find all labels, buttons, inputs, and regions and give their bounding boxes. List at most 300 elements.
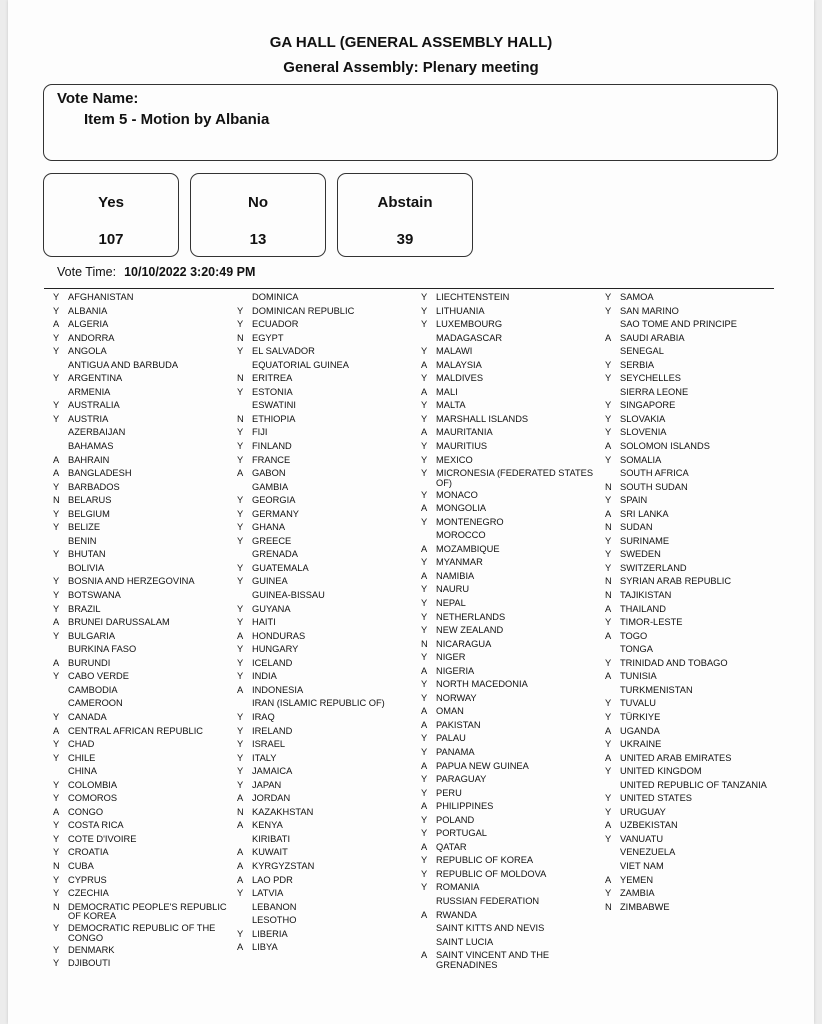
vote-code: N [53,860,60,871]
country-name: CROATIA [68,847,109,858]
vote-code: Y [605,413,612,424]
country-name: COMOROS [68,793,118,804]
country-name: GREECE [252,535,292,546]
country-name: LITHUANIA [436,305,485,316]
country-row [421,545,607,559]
country-name: MOZAMBIQUE [436,543,500,554]
country-name: HONDURAS [252,630,306,641]
country-name: MONACO [436,489,478,500]
country-row [421,504,607,518]
country-name: RUSSIAN FEDERATION [436,896,540,907]
vote-code: Y [53,779,60,790]
country-row [237,456,423,470]
vote-time-value: 10/10/2022 3:20:49 PM [124,265,256,279]
country-row [53,699,239,713]
country-name: IRELAND [252,725,293,736]
country-name: SAINT LUCIA [436,936,494,947]
country-name: BOSNIA AND HERZEGOVINA [68,576,195,587]
country-name: VANUATU [620,833,664,844]
vote-code: Y [237,495,244,506]
country-row [421,320,607,334]
country-row [53,564,239,578]
vote-code: Y [237,508,244,519]
country-row [53,469,239,483]
vote-code: A [237,847,244,858]
no-label: No [248,194,268,211]
country-row [53,713,239,727]
country-row [237,916,423,930]
country-row [605,388,791,402]
country-name: JAPAN [252,779,282,790]
vote-code: Y [605,711,612,722]
country-row [421,442,607,456]
vote-code: Y [421,855,428,866]
country-row [53,320,239,334]
country-row [237,835,423,849]
country-row [605,469,791,483]
country-name: ESTONIA [252,386,293,397]
country-row [237,713,423,727]
vote-code: A [237,468,244,479]
vote-code: A [605,752,612,763]
country-name: PERU [436,787,462,798]
vote-code: A [237,860,244,871]
vote-code: Y [237,671,244,682]
vote-code: A [605,874,612,885]
country-row [605,334,791,348]
country-name: TRINIDAD AND TOBAGO [620,657,728,668]
vote-code: A [53,468,60,479]
vote-code: Y [53,603,60,614]
country-row [605,320,791,334]
country-name: JAMAICA [252,766,293,777]
country-row [237,428,423,442]
vote-code: Y [53,793,60,804]
country-row [237,591,423,605]
vote-code: N [605,576,612,587]
country-name: CUBA [68,860,94,871]
country-name: TONGA [620,644,653,655]
country-name: SAMOA [620,292,654,302]
country-name: MAURITIUS [436,441,488,452]
vote-code: Y [53,630,60,641]
country-name: JORDAN [252,793,291,804]
country-row [605,659,791,673]
country-row [605,550,791,564]
country-name: UNITED REPUBLIC OF TANZANIA [620,779,767,790]
vote-code: Y [605,535,612,546]
country-name: PAKISTAN [436,719,481,730]
country-name: CENTRAL AFRICAN REPUBLIC [68,725,204,736]
country-name: CHAD [68,739,95,750]
country-name: RWANDA [436,909,477,920]
country-row [421,734,607,748]
vote-code: Y [53,508,60,519]
vote-code: N [605,590,612,601]
vote-code: Y [53,305,60,316]
vote-code: A [421,386,428,397]
country-row [53,889,239,903]
country-name: TUVALU [620,698,656,709]
vote-code: A [605,508,612,519]
vote-code: A [53,319,60,330]
country-row [605,293,791,307]
vote-code: Y [605,888,612,899]
vote-code: Y [53,549,60,560]
country-row [421,518,607,532]
country-row [237,388,423,402]
vote-code: N [605,481,612,492]
vote-code: Y [421,652,428,663]
country-name: ARMENIA [68,386,111,397]
vote-code: N [53,901,60,912]
vote-code: Y [53,944,60,955]
country-column-3 [421,293,607,973]
country-row [605,794,791,808]
country-row [53,821,239,835]
country-row [421,707,607,721]
country-row [237,848,423,862]
vote-code: Y [421,692,428,703]
country-name: CYPRUS [68,874,107,885]
vote-code: Y [237,644,244,655]
country-name: SPAIN [620,495,648,506]
country-name: DEMOCRATIC REPUBLIC OF THE CONGO [68,923,216,943]
country-name: BELARUS [68,495,112,506]
country-row [421,531,607,545]
country-column-2 [237,293,423,957]
country-name: CHINA [68,766,97,777]
country-name: NORTH MACEDONIA [436,679,528,690]
country-row [237,659,423,673]
country-row [421,680,607,694]
vote-code: N [237,806,244,817]
country-name: ERITREA [252,373,293,384]
country-row [605,307,791,321]
country-name: BANGLADESH [68,468,132,479]
country-name: EQUATORIAL GUINEA [252,359,349,370]
vote-code: Y [421,733,428,744]
country-name: MALAYSIA [436,359,482,370]
country-name: MONGOLIA [436,503,487,514]
country-row [53,781,239,795]
abstain-tally-box [337,173,473,257]
vote-code: A [421,760,428,771]
country-name: MALTA [436,400,466,411]
country-row [237,496,423,510]
country-row [421,938,607,952]
country-name: REPUBLIC OF MOLDOVA [436,868,547,879]
vote-code: A [237,684,244,695]
vote-code: Y [421,679,428,690]
country-name: TIMOR-LESTE [620,617,683,628]
country-row [421,721,607,735]
vote-code: Y [421,557,428,568]
vote-code: Y [237,454,244,465]
vote-code: Y [605,617,612,628]
vote-code: Y [605,739,612,750]
country-row [237,727,423,741]
vote-code: Y [421,774,428,785]
vote-name-value: Item 5 - Motion by Albania [84,111,270,128]
yes-tally-box [43,173,179,257]
country-row [421,388,607,402]
divider [44,288,774,289]
country-name: MARSHALL ISLANDS [436,413,529,424]
vote-code: Y [421,868,428,879]
country-name: KIRIBATI [252,833,291,844]
meeting-title: General Assembly: Plenary meeting [283,59,539,76]
vote-code: Y [421,292,428,302]
country-row [421,361,607,375]
country-name: LIBERIA [252,928,288,939]
country-row [421,802,607,816]
country-name: AUSTRALIA [68,400,120,411]
country-row [421,293,607,307]
country-row [53,374,239,388]
vote-code: Y [237,725,244,736]
country-row [53,483,239,497]
country-row [421,572,607,586]
vote-code: Y [605,454,612,465]
vote-code: Y [421,814,428,825]
country-name: DENMARK [68,944,115,955]
country-name: KAZAKHSTAN [252,806,314,817]
country-row [53,442,239,456]
country-row [53,361,239,375]
country-row [53,835,239,849]
vote-code: Y [53,711,60,722]
country-name: TÜRKIYE [620,711,661,722]
country-name: SLOVAKIA [620,413,666,424]
country-name: MALDIVES [436,373,484,384]
vote-code: Y [605,657,612,668]
country-row [53,334,239,348]
country-name: TURKMENISTAN [620,684,693,695]
yes-count: 107 [98,231,124,248]
country-row [237,632,423,646]
country-row [53,632,239,646]
country-row [421,924,607,938]
country-name: IRAQ [252,711,275,722]
country-row [605,374,791,388]
country-row [237,523,423,537]
country-row [421,585,607,599]
vote-code: Y [421,441,428,452]
country-row [605,808,791,822]
country-row [605,456,791,470]
country-row [53,496,239,510]
country-name: ARGENTINA [68,373,123,384]
country-name: SINGAPORE [620,400,676,411]
country-row [421,307,607,321]
country-name: UNITED KINGDOM [620,766,702,777]
country-row [421,789,607,803]
vote-code: N [421,638,428,649]
country-name: GAMBIA [252,481,289,492]
country-row [237,347,423,361]
country-row [605,510,791,524]
country-name: KUWAIT [252,847,288,858]
country-name: NICARAGUA [436,638,492,649]
vote-code: A [421,706,428,717]
country-row [421,816,607,830]
country-name: FRANCE [252,454,291,465]
vote-code: Y [53,958,60,969]
country-name: POLAND [436,814,475,825]
country-name: GUYANA [252,603,291,614]
vote-code: A [421,909,428,920]
vote-code: Y [237,603,244,614]
country-name: SAO TOME AND PRINCIPE [620,319,737,330]
country-row [53,754,239,768]
country-row [421,469,607,491]
country-name: LUXEMBOURG [436,319,503,330]
country-name: CANADA [68,711,107,722]
vote-code: Y [421,468,428,479]
country-name: CAMBODIA [68,684,118,695]
country-row [421,748,607,762]
country-row [53,808,239,822]
country-name: ALBANIA [68,305,108,316]
country-row [237,307,423,321]
country-row [237,483,423,497]
country-name: LIECHTENSTEIN [436,292,510,302]
country-name: ZIMBABWE [620,901,670,912]
vote-time-label: Vote Time: [57,265,117,279]
vote-code: Y [605,562,612,573]
country-row [605,727,791,741]
country-row [53,523,239,537]
country-name: SWITZERLAND [620,562,687,573]
country-row [53,577,239,591]
vote-code: N [237,373,244,384]
country-name: VIET NAM [620,860,664,871]
country-row [605,740,791,754]
country-row [53,686,239,700]
vote-code: Y [53,590,60,601]
vote-code: Y [605,305,612,316]
country-row [605,672,791,686]
country-name: SOLOMON ISLANDS [620,441,710,452]
country-row [605,523,791,537]
vote-code: Y [237,305,244,316]
country-row [605,537,791,551]
country-name: UNITED STATES [620,793,692,804]
country-name: BURUNDI [68,657,111,668]
country-name: ROMANIA [436,882,480,893]
country-name: UGANDA [620,725,660,736]
country-name: MAURITANIA [436,427,493,438]
country-name: DOMINICA [252,292,299,302]
vote-code: A [53,454,60,465]
vote-code: Y [421,489,428,500]
country-name: LATVIA [252,888,284,899]
country-name: UZBEKISTAN [620,820,678,831]
country-name: DEMOCRATIC PEOPLE'S REPUBLIC OF KOREA [68,901,227,922]
country-row [605,564,791,578]
vote-code: A [421,427,428,438]
country-name: YEMEN [620,874,654,885]
country-name: CZECHIA [68,888,109,899]
country-row [53,618,239,632]
country-name: ISRAEL [252,739,286,750]
country-row [605,848,791,862]
country-row [53,959,239,973]
country-name: SAINT KITTS AND NEVIS [436,923,545,934]
country-row [237,699,423,713]
country-name: SAN MARINO [620,305,679,316]
vote-code: Y [237,319,244,330]
vote-code: Y [53,739,60,750]
country-name: NETHERLANDS [436,611,506,622]
country-name: NAURU [436,584,470,595]
country-name: MALI [436,386,458,397]
country-name: UKRAINE [620,739,662,750]
vote-code: Y [237,739,244,750]
vote-code: Y [421,882,428,893]
country-row [237,469,423,483]
country-row [605,821,791,835]
country-row [605,699,791,713]
country-row [421,667,607,681]
country-row [53,767,239,781]
abstain-label: Abstain [377,194,433,211]
country-name: ANGOLA [68,346,107,357]
country-row [421,694,607,708]
country-name: BRAZIL [68,603,101,614]
country-name: SEYCHELLES [620,373,681,384]
vote-code: Y [605,698,612,709]
country-name: BRUNEI DARUSSALAM [68,617,170,628]
country-row [53,924,239,946]
vote-code: Y [53,847,60,858]
country-row [421,951,607,973]
hall-title: GA HALL (GENERAL ASSEMBLY HALL) [269,34,553,51]
country-name: TAJIKISTAN [620,590,672,601]
vote-code: A [605,332,612,343]
vote-code: Y [421,747,428,757]
vote-code: Y [237,888,244,899]
country-row [237,645,423,659]
country-row [605,903,791,917]
country-name: EL SALVADOR [252,346,315,357]
country-row [421,334,607,348]
country-name: GUINEA-BISSAU [252,590,325,601]
vote-code: A [421,543,428,554]
vote-code: Y [53,888,60,899]
country-row [53,456,239,470]
vote-code: Y [237,346,244,357]
country-name: BHUTAN [68,549,106,560]
country-row [53,401,239,415]
vote-code: N [237,413,244,424]
country-name: EGYPT [252,332,284,343]
country-name: SWEDEN [620,549,661,560]
vote-code: Y [421,787,428,798]
country-row [421,374,607,388]
country-name: PARAGUAY [436,774,487,785]
country-row [605,713,791,727]
country-name: PALAU [436,733,466,744]
vote-record-page [8,0,814,1024]
vote-code: Y [53,346,60,357]
country-name: BELGIUM [68,508,110,519]
country-name: LEBANON [252,901,297,912]
country-row [605,767,791,781]
country-column-1 [53,293,239,973]
country-row [421,599,607,613]
